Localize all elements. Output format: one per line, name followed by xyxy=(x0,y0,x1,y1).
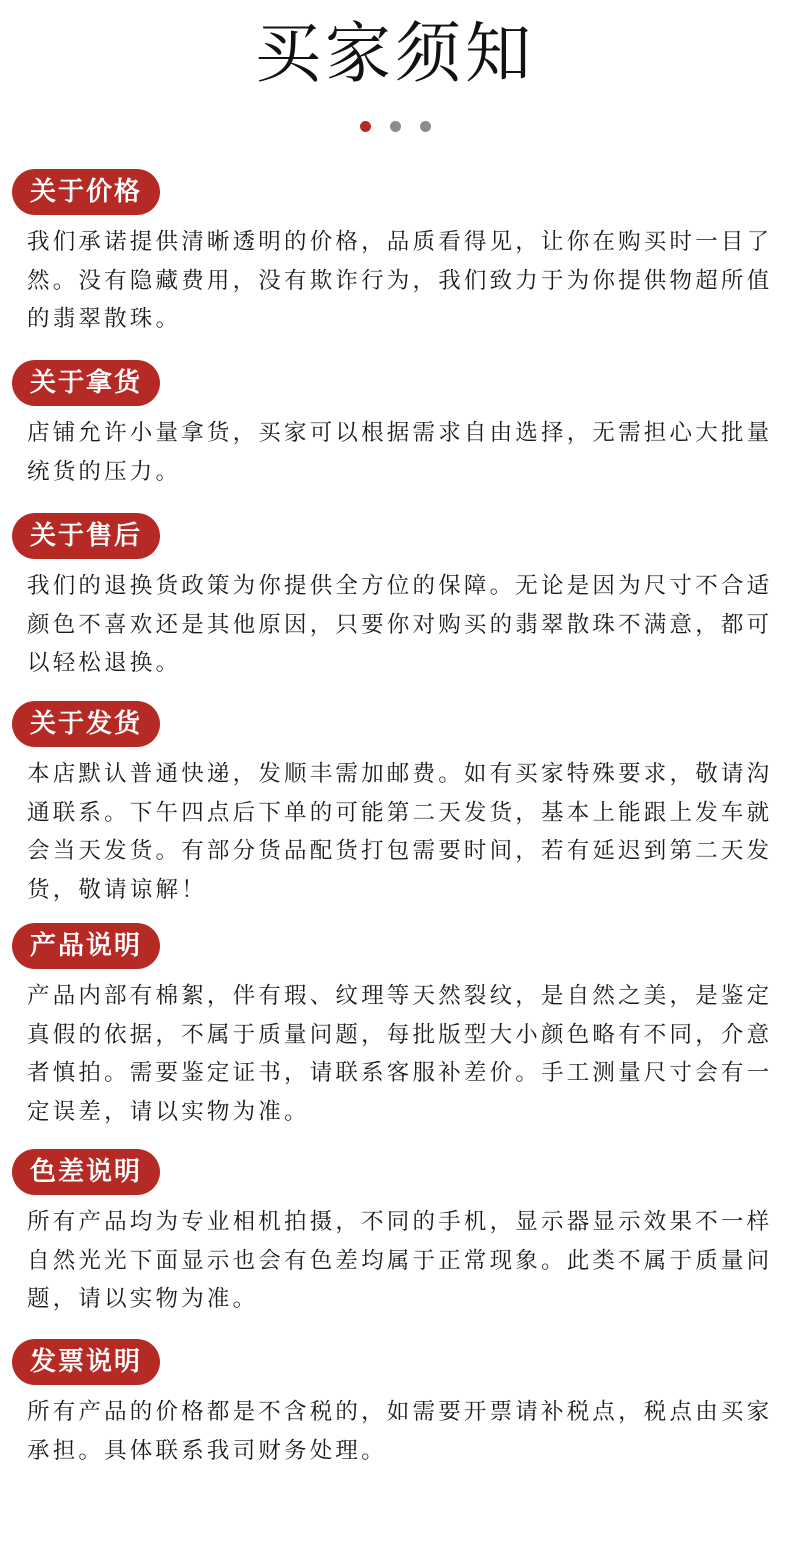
section-text-after-sales: 我们的退换货政策为你提供全方位的保障。无论是因为尺寸不合适颜色不喜欢还是其他原因，只要你对购买的翡翠散珠不满意，都可以轻松退换。 xyxy=(27,573,773,676)
section-text-purchase: 店铺允许小量拿货，买家可以根据需求自由选择，无需担心大批量统货的压力。 xyxy=(27,420,773,485)
section-text-shipping: 本店默认普通快递，发顺丰需加邮费。如有买家特殊要求，敬请沟通联系。下午四点后下单的可能第二天发货，基本上能跟上发车就会当天发货。有部分货品配货打包需要时间，若有延迟到第二天发货，敬请谅解！ xyxy=(27,761,773,903)
section-badge-after-sales: 关于售后 xyxy=(12,513,160,559)
page-title: 买家须知 xyxy=(255,15,535,92)
section-badge-color: 色差说明 xyxy=(12,1149,160,1195)
section-badge-price: 关于价格 xyxy=(12,169,160,215)
section-text-color: 所有产品均为专业相机拍摄，不同的手机，显示器显示效果不一样自然光光下面显示也会有色差均属于正常现象。此类不属于质量问题，请以实物为准。 xyxy=(27,1209,773,1312)
section-text-invoice: 所有产品的价格都是不含税的，如需要开票请补税点，税点由买家承担。具体联系我司财务处理。 xyxy=(27,1399,773,1464)
section-badge-shipping: 关于发货 xyxy=(12,701,160,747)
carousel-dots xyxy=(0,121,790,133)
carousel-dot-2[interactable] xyxy=(390,121,401,132)
section-text-price: 我们承诺提供清晰透明的价格，品质看得见，让你在购买时一目了然。没有隐藏费用，没有欺诈行为，我们致力于为你提供物超所值的翡翠散珠。 xyxy=(27,229,773,332)
carousel-dot-3[interactable] xyxy=(420,121,431,132)
section-badge-purchase: 关于拿货 xyxy=(12,360,160,406)
section-text-product: 产品内部有棉絮，伴有瑕、纹理等天然裂纹，是自然之美，是鉴定真假的依据，不属于质量问题，每批版型大小颜色略有不同，介意者慎拍。需要鉴定证书，请联系客服补差价。手工测量尺寸会有一定误差，请以实物为准。 xyxy=(27,983,773,1125)
carousel-dot-1[interactable] xyxy=(360,121,371,132)
section-badge-invoice: 发票说明 xyxy=(12,1339,160,1385)
section-badge-product: 产品说明 xyxy=(12,923,160,969)
